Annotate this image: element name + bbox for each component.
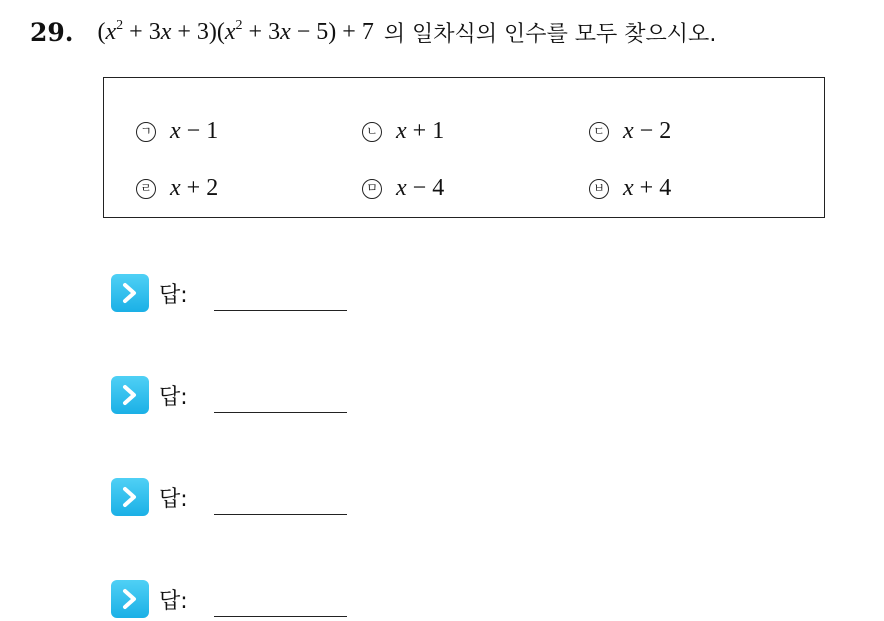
choice-expression	[396, 118, 444, 145]
choice-var: x	[170, 175, 181, 201]
chevron-right-icon	[111, 274, 149, 312]
choice-var: x	[396, 118, 407, 144]
expr-part: + 3	[123, 18, 161, 45]
choice-marker: ㅂ	[589, 179, 609, 199]
choice-rest: − 4	[406, 175, 445, 201]
choice-item[interactable]	[136, 175, 218, 202]
answer-row	[111, 273, 188, 313]
answer-blank[interactable]	[214, 412, 347, 413]
choice-item[interactable]	[362, 118, 444, 145]
answer-blank[interactable]	[214, 616, 347, 617]
answer-label: 답:	[159, 588, 188, 614]
choice-var: x	[623, 118, 634, 144]
chevron-right-icon	[111, 376, 149, 414]
choice-marker: ㄱ	[136, 122, 156, 142]
choice-item[interactable]	[136, 118, 218, 145]
choice-rest: + 4	[633, 175, 672, 201]
choice-rest: + 1	[406, 118, 445, 144]
choice-item[interactable]	[589, 175, 671, 202]
choice-expression	[170, 175, 218, 202]
expr-part: + 3)(	[171, 18, 225, 45]
chevron-right-icon	[111, 580, 149, 618]
answer-label: 답:	[159, 486, 188, 512]
choice-rest: − 2	[633, 118, 672, 144]
expr-var: x	[224, 18, 236, 45]
choices-box	[103, 77, 825, 218]
question-text: 의 일차식의 인수를 모두 찾으시오.	[383, 21, 717, 47]
choice-marker: ㅁ	[362, 179, 382, 199]
choice-rest: + 2	[180, 175, 219, 201]
expr-exponent: 2	[116, 17, 124, 33]
choice-expression	[396, 175, 444, 202]
choice-item[interactable]	[362, 175, 444, 202]
choice-marker: ㄹ	[136, 179, 156, 199]
expr-var: x	[105, 18, 117, 45]
choice-var: x	[623, 175, 634, 201]
answer-blank[interactable]	[214, 514, 347, 515]
chevron-right-icon	[111, 478, 149, 516]
choice-marker: ㄷ	[589, 122, 609, 142]
answer-row	[111, 579, 188, 619]
expr-part: − 5) + 7	[290, 18, 374, 45]
choice-expression	[623, 175, 671, 202]
expr-exponent: 2	[235, 17, 243, 33]
choice-var: x	[170, 118, 181, 144]
choice-var: x	[396, 175, 407, 201]
expr-part: + 3	[242, 18, 281, 45]
question-header	[30, 12, 716, 52]
answer-blank[interactable]	[214, 310, 347, 311]
expr-var: x	[280, 18, 291, 45]
choice-item[interactable]	[589, 118, 671, 145]
question-expression	[98, 19, 374, 46]
expr-part: (	[97, 18, 106, 45]
answer-label: 답:	[159, 384, 188, 410]
answer-label: 답:	[159, 282, 188, 308]
answer-row	[111, 375, 188, 415]
expr-var: x	[160, 18, 172, 45]
choice-expression	[170, 118, 218, 145]
answer-row	[111, 477, 188, 517]
question-number: 29.	[30, 17, 74, 47]
choice-expression	[623, 118, 671, 145]
choice-rest: − 1	[180, 118, 219, 144]
choice-marker: ㄴ	[362, 122, 382, 142]
